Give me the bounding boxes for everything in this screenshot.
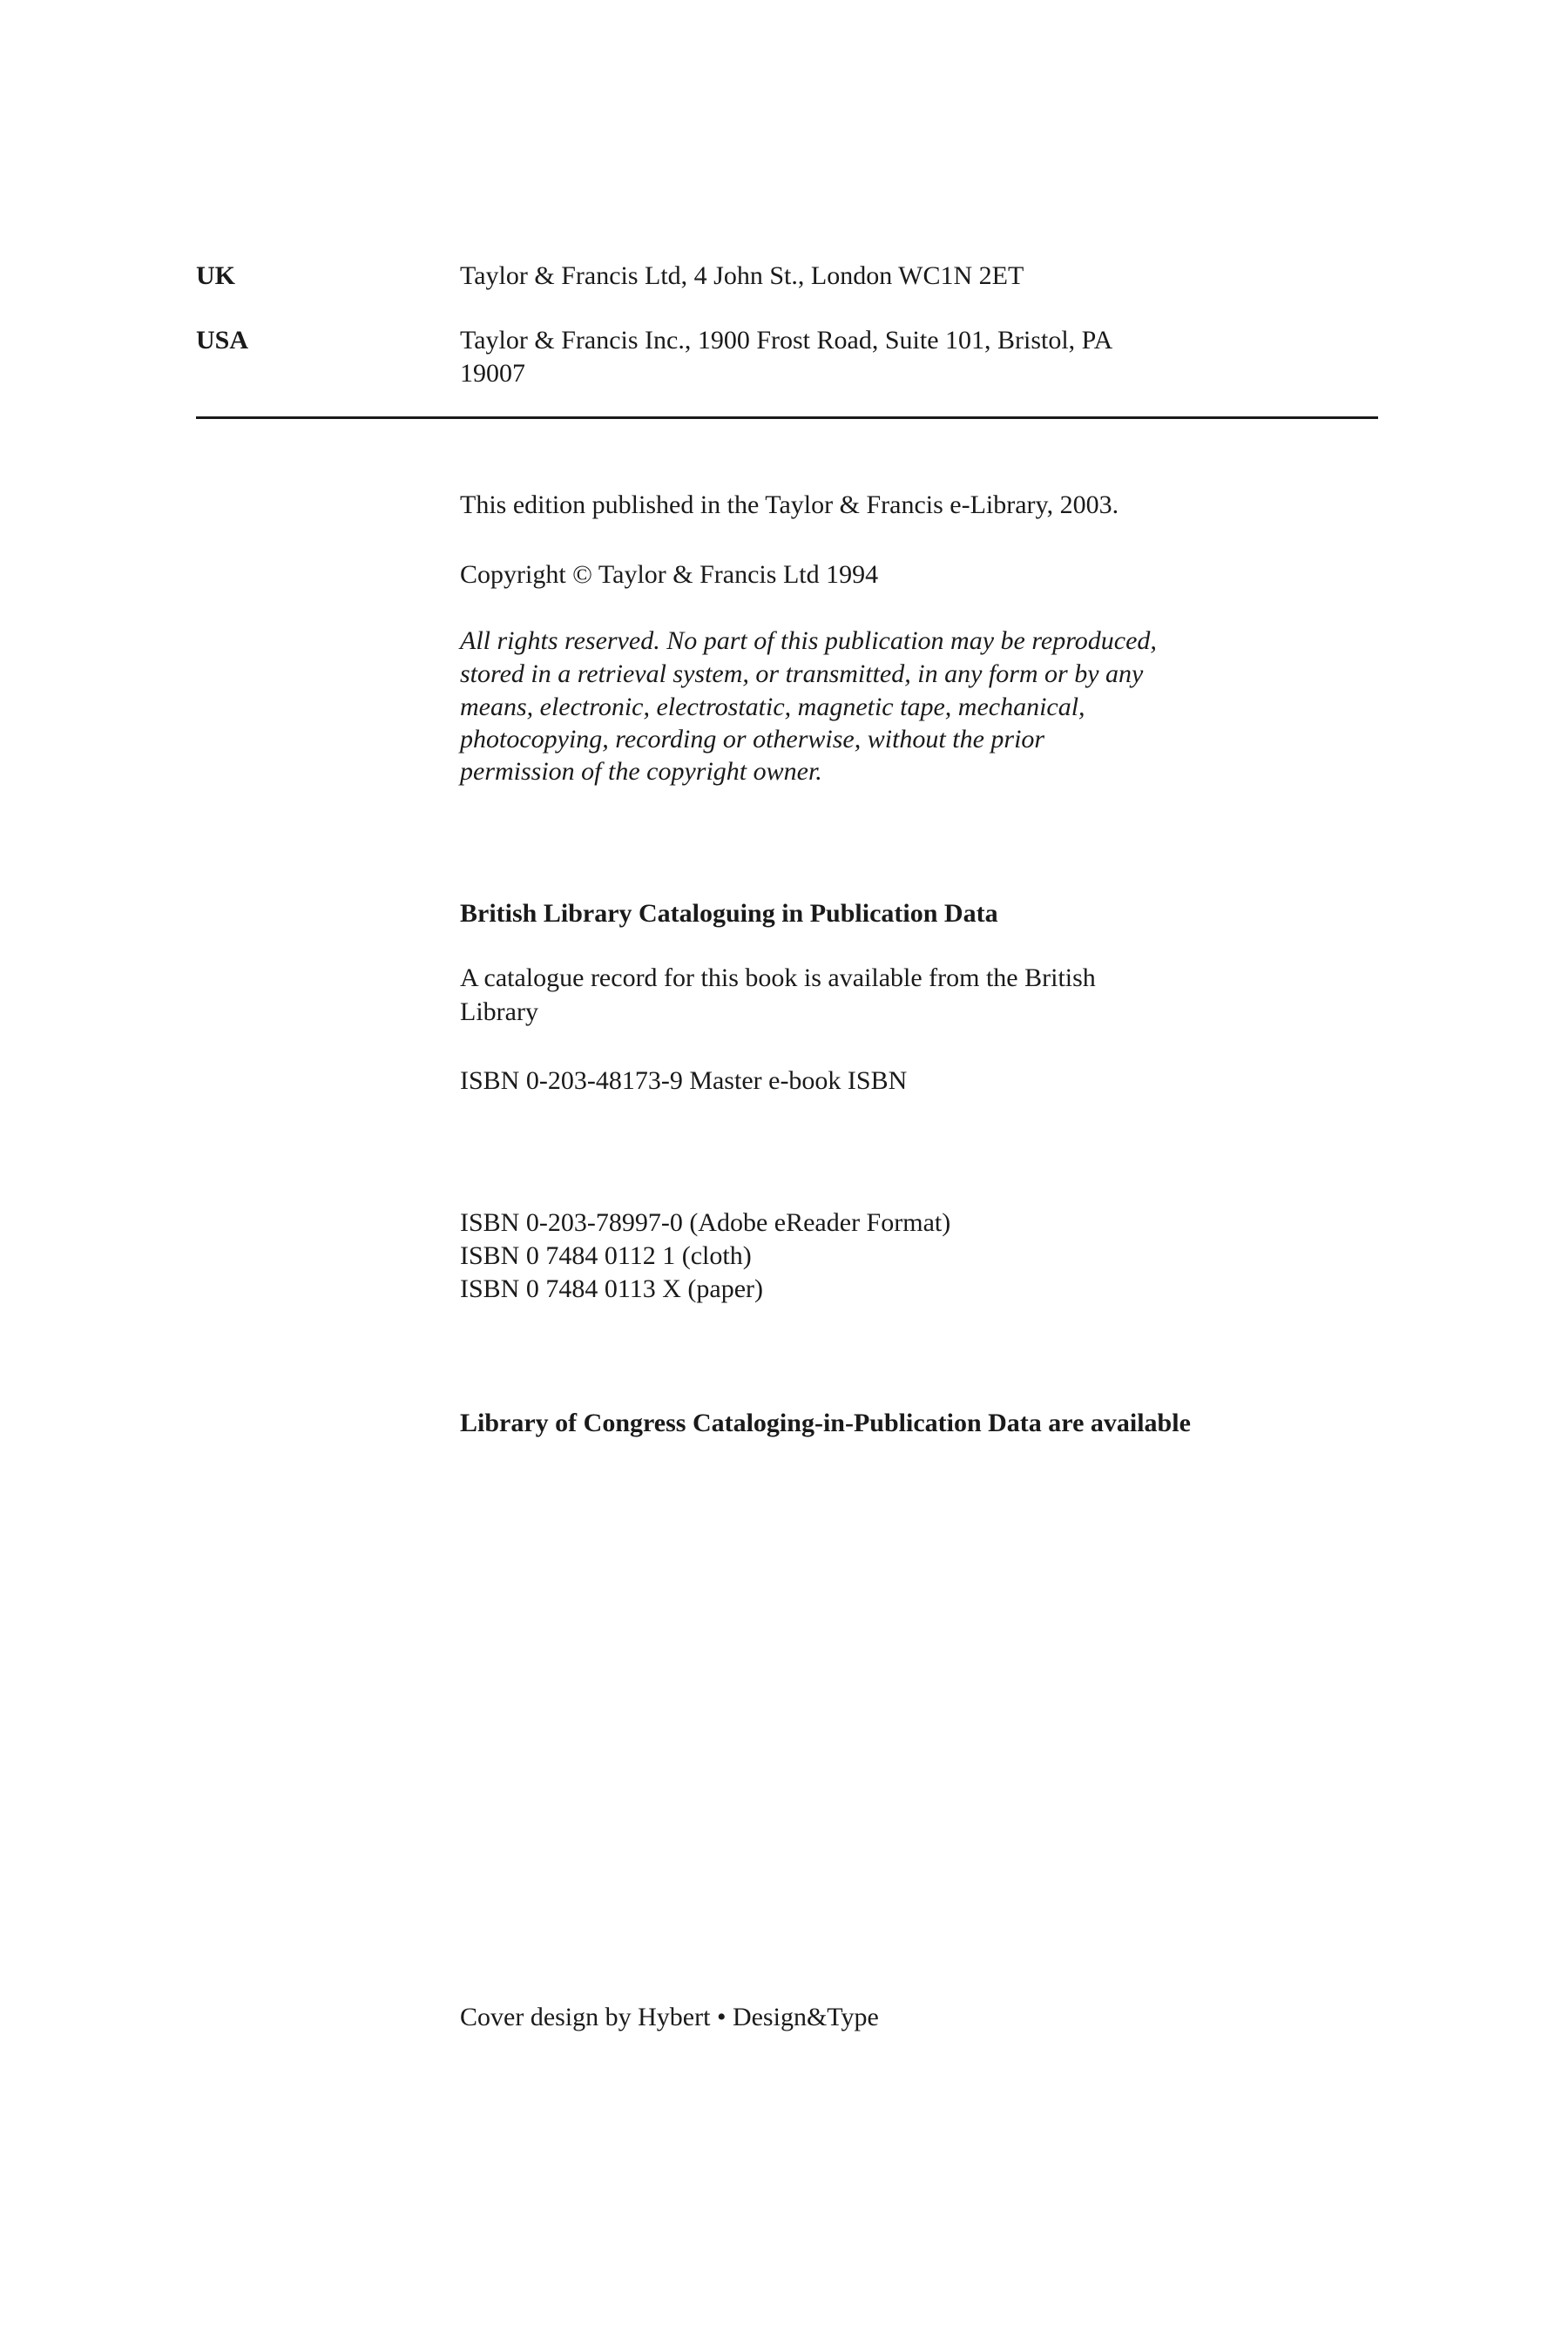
rights-line: photocopying, recording or otherwise, without the prior: [460, 725, 1045, 754]
british-library-line: A catalogue record for this book is available from the British: [460, 963, 1096, 992]
address-usa-line2: 19007: [460, 359, 525, 388]
isbn-master: ISBN 0-203-48173-9 Master e-book ISBN: [460, 1066, 908, 1095]
isbn-line: ISBN 0 7484 0112 1 (cloth): [460, 1241, 752, 1270]
rights-line: stored in a retrieval system, or transmitted, in any form or by any: [460, 659, 1144, 688]
british-library-line: Library: [460, 997, 538, 1026]
isbn-line: ISBN 0 7484 0113 X (paper): [460, 1274, 764, 1303]
address-label-usa: USA: [196, 326, 249, 355]
rights-line: permission of the copyright owner.: [460, 757, 822, 786]
address-usa-line1: Taylor & Francis Inc., 1900 Frost Road, Suite 101, Bristol, PA: [460, 326, 1113, 355]
rights-line: means, electronic, electrostatic, magnetic tape, mechanical,: [460, 693, 1085, 721]
cover-credit: Cover design by Hybert • Design&Type: [460, 2003, 879, 2031]
edition-note: This edition published in the Taylor & Francis e-Library, 2003.: [460, 490, 1119, 519]
copyright-line: Copyright © Taylor & Francis Ltd 1994: [460, 560, 879, 589]
isbn-line: ISBN 0-203-78997-0 (Adobe eReader Format): [460, 1208, 951, 1237]
address-label-uk: UK: [196, 261, 235, 290]
rights-line: All rights reserved. No part of this publication may be reproduced,: [460, 626, 1157, 655]
british-library-heading: British Library Cataloguing in Publication Data: [460, 899, 998, 928]
loc-note: Library of Congress Cataloging-in-Publication Data are available: [460, 1409, 1191, 1437]
divider: [196, 416, 1378, 419]
address-uk: Taylor & Francis Ltd, 4 John St., London WC1N 2ET: [460, 261, 1024, 290]
